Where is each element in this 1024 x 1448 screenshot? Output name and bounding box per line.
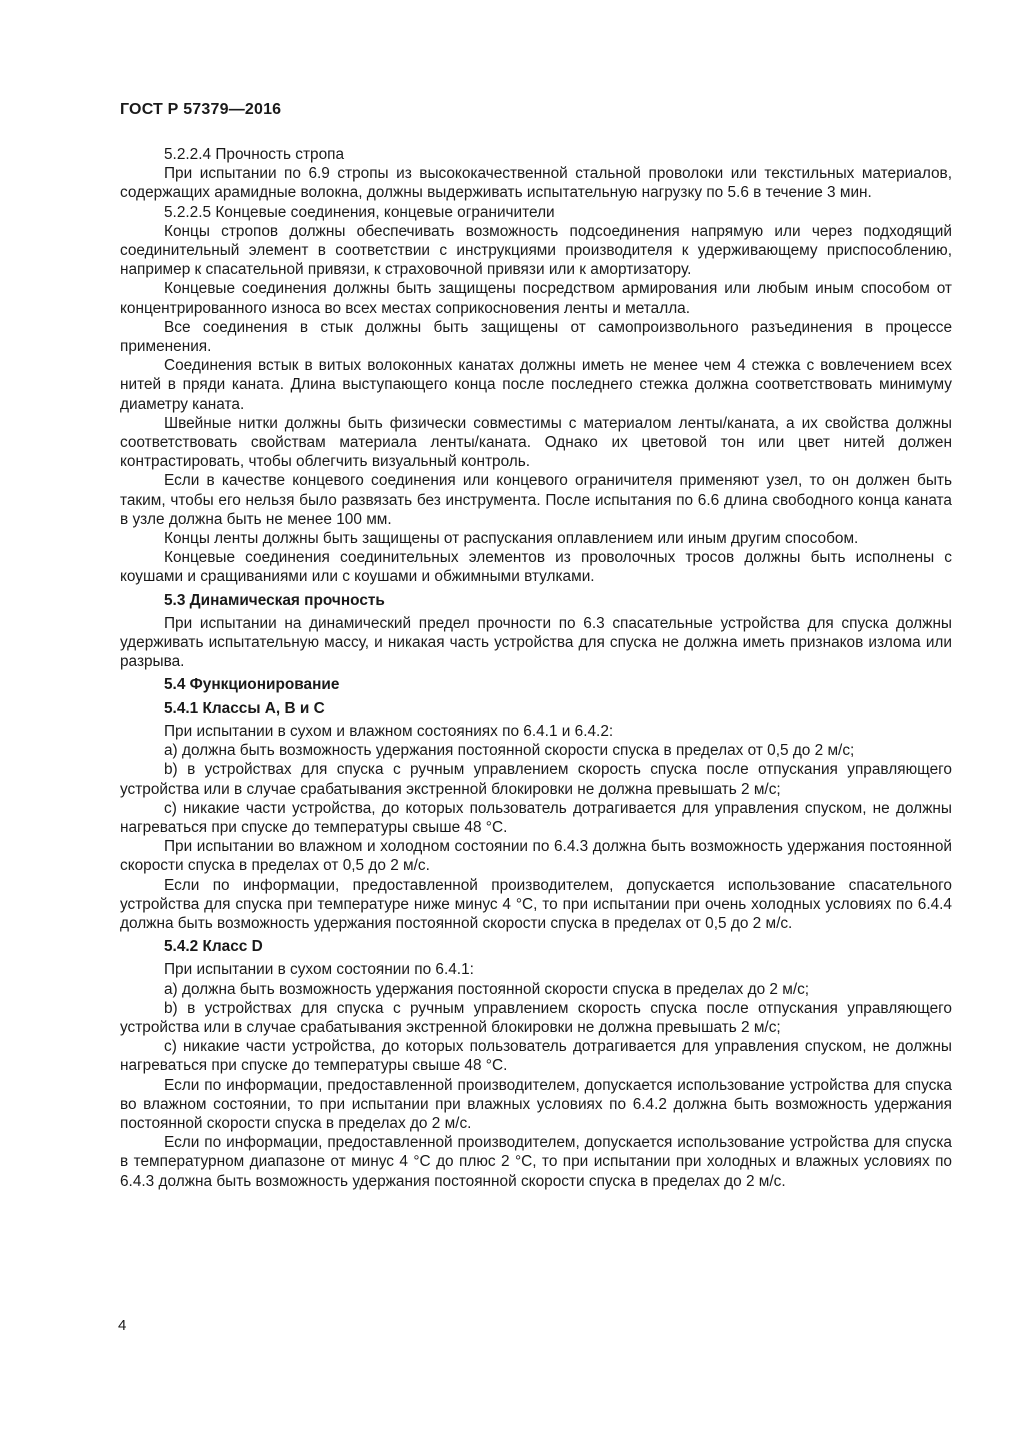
- section-5-4-1-intro: При испытании в сухом и влажном состояниях по 6.4.1 и 6.4.2:: [164, 722, 614, 740]
- document-body: [120, 145, 952, 1191]
- clause-5-2-2-5-para-4: Соединения встык в витых волоконных канатах должны иметь не менее чем 4 стежка с вовлечением всех нитей в пряди каната. Длина выступающего конца после последнего стежка должна соответствовать минимуму диаметру каната.: [120, 357, 952, 413]
- section-5-3-text: При испытании на динамический предел прочности по 6.3 спасательные устройства для спуска должны удерживать испытательную массу, и никакая часть устройства для спуска не должна иметь признаков излома или разрыва.: [120, 614, 952, 671]
- section-5-4-2-item-a: a) должна быть возможность удержания постоянной скорости спуска в пределах до 2 м/с;: [164, 980, 810, 998]
- section-5-4-1-heading: 5.4.1 Классы А, В и С: [164, 699, 325, 717]
- clause-5-2-2-4-title: 5.2.2.4 Прочность стропа: [164, 146, 345, 163]
- section-5-4-1-item-a: a) должна быть возможность удержания постоянной скорости спуска в пределах от 0,5 до 2 м/с;: [164, 742, 855, 760]
- clause-5-2-2-5-para-6: Если в качестве концевого соединения или концевого ограничителя применяют узел, то он должен быть таким, чтобы его нельзя было развязать без инструмента. После испытания по 6.6 длина свободного конца каната в узле должна быть не менее 100 мм.: [120, 472, 952, 528]
- clause-5-2-2-5-title: 5.2.2.5 Концевые соединения, концевые ограничители: [164, 203, 555, 221]
- section-5-4-1-item-b: b) в устройствах для спуска с ручным управлением скорость спуска после отпускания управляющего устройства или в случае срабатывания экстренной блокировки не должна превышать 2 м/с;: [120, 761, 952, 798]
- section-5-4-1-para-2: При испытании во влажном и холодном состоянии по 6.4.3 должна быть возможность удержания постоянной скорости спуска в пределах от 0,5 до 2 м/с.: [120, 838, 952, 875]
- section-5-4-heading: 5.4 Функционирование: [164, 676, 340, 694]
- clause-5-2-2-5-para-3: Все соединения в стык должны быть защищены от самопроизвольного разъединения в процессе применения.: [120, 318, 952, 356]
- clause-5-2-2-5-para-8: Концевые соединения соединительных элементов из проволочных тросов должны быть исполнены с коушами и сращиваниями или с коушами и обжимными втулками.: [120, 549, 952, 586]
- clause-5-2-2-5-para-1: Концы стропов должны обеспечивать возможность подсоединения напрямую или через подходящий соединительный элемент в соответствии с инструкциями производителя к удерживающему приспособлению, например к спасательной привязи, к страховочной привязи или к амортизатору.: [120, 222, 952, 279]
- clause-5-2-2-5-para-2: Концевые соединения должны быть защищены посредством армирования или любым иным способом от концентрированного износа во всех местах соприкосновения ленты и металла.: [120, 280, 952, 317]
- clause-5-2-2-5-para-5: Швейные нитки должны быть физически совместимы с материалом ленты/каната, а их свойства должны соответствовать свойствам материала ленты/каната. Однако их цветовой тон или цвет нитей должен контрастировать, чтобы облегчить визуальный контроль.: [120, 414, 952, 471]
- section-5-4-1-para-3: Если по информации, предоставленной производителем, допускается использование спасательного устройства для спуска при температуре ниже минус 4 °С, то при испытании при очень холодных условиях по 6.4.4 должна быть возможность удержания постоянной скорости спуска в пределах от 0,5 до 2 м/с.: [120, 876, 952, 932]
- section-5-3-heading: 5.3 Динамическая прочность: [164, 591, 385, 609]
- section-5-4-2-intro: При испытании в сухом состоянии по 6.4.1:: [164, 961, 474, 979]
- document-code: ГОСТ Р 57379—2016: [120, 101, 282, 118]
- section-5-4-2-item-b: b) в устройствах для спуска с ручным управлением скорость спуска после отпускания управляющего устройства или в случае срабатывания экстренной блокировки не должна превышать 2 м/с;: [120, 999, 952, 1036]
- section-5-4-2-para-3: Если по информации, предоставленной производителем, допускается использование устройства для спуска в температурном диапазоне от минус 4 °С до плюс 2 °С, то при испытании при холодных и влажных условиях по 6.4.3 должна быть возможность удержания постоянной скорости спуска в пределах до 2 м/с.: [120, 1134, 952, 1190]
- clause-5-2-2-4-text: При испытании по 6.9 стропы из высококачественной стальной проволоки или текстильных материалов, содержащих арамидные волокна, должны выдерживать испытательную нагрузку по 5.6 в течение 3 мин.: [120, 165, 952, 202]
- section-5-4-2-heading: 5.4.2 Класс D: [164, 938, 263, 956]
- clause-5-2-2-5-para-7: Концы ленты должны быть защищены от распускания оплавлением или иным другим способом.: [164, 530, 859, 548]
- section-5-4-2-item-c: c) никакие части устройства, до которых пользователь дотрагивается для управления спуском, не должны нагреваться при спуске до температуры свыше 48 °С.: [120, 1038, 952, 1075]
- page-number: 4: [118, 1317, 127, 1334]
- section-5-4-2-para-2: Если по информации, предоставленной производителем, допускается использование устройства для спуска во влажном состоянии, то при испытании при влажных условиях по 6.4.2 должна быть возможность удержания постоянной скорости спуска в пределах до 2 м/с.: [120, 1076, 952, 1132]
- section-5-4-1-item-c: c) никакие части устройства, до которых пользователь дотрагивается для управления спуском, не должны нагреваться при спуске до температуры свыше 48 °С.: [120, 799, 952, 836]
